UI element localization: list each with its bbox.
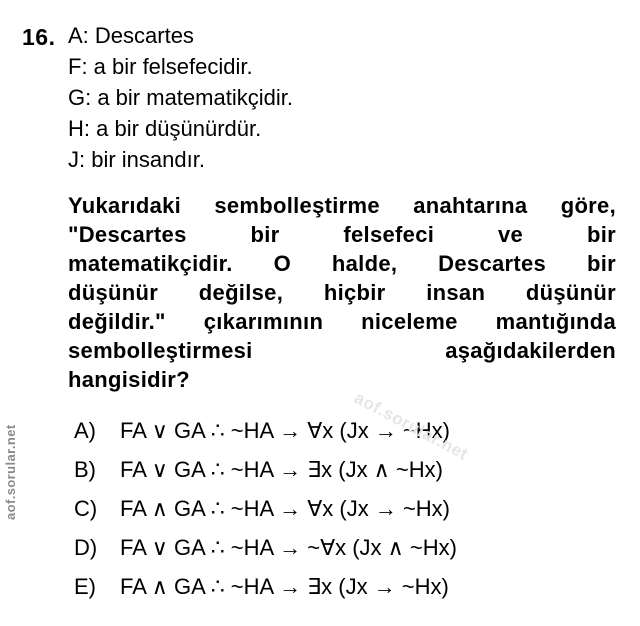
symbolization-key <box>68 20 293 175</box>
stem-line: "Descartes bir felsefeci ve bir <box>68 222 616 247</box>
question-number: 16. <box>22 24 56 50</box>
option-label: A) <box>74 418 96 443</box>
stem-line: sembolleştirmesi aşağıdakilerden <box>68 338 616 363</box>
stem-line: matematikçidir. O halde, Descartes bir <box>68 251 616 276</box>
option-text: FA ∧ GA ∴ ~HA → ∃x (Jx → ~Hx) <box>120 574 449 599</box>
stem-line: değildir." çıkarımının niceleme mantığında <box>68 309 616 334</box>
option-label: C) <box>74 496 98 521</box>
stem-line: hangisidir? <box>68 367 190 392</box>
key-line: G: a bir matematikçidir. <box>68 85 293 110</box>
option-text: FA ∨ GA ∴ ~HA → ∃x (Jx ∧ ~Hx) <box>120 457 443 482</box>
diagonal-watermark: aof.sorular.net <box>351 388 472 464</box>
option-text: FA ∧ GA ∴ ~HA → ∀x (Jx → ~Hx) <box>120 496 450 521</box>
option-label: D) <box>74 535 98 560</box>
option-label: B) <box>74 457 96 482</box>
option-text: FA ∨ GA ∴ ~HA → ~∀x (Jx ∧ ~Hx) <box>120 535 457 560</box>
stem-line: Yukarıdaki sembolleştirme anahtarına göre, <box>68 193 616 218</box>
key-line: H: a bir düşünürdür. <box>68 116 262 141</box>
question-stem <box>68 191 616 394</box>
key-line: A: Descartes <box>68 23 194 48</box>
key-line: J: bir insandır. <box>68 147 205 172</box>
option-label: E) <box>74 574 96 599</box>
option-text: FA ∨ GA ∴ ~HA → ∀x (Jx → ~Hx) <box>120 418 450 443</box>
stem-line: düşünür değilse, hiçbir insan düşünür <box>68 280 616 305</box>
side-watermark: aof.sorular.net <box>3 424 18 520</box>
key-line: F: a bir felsefecidir. <box>68 54 253 79</box>
